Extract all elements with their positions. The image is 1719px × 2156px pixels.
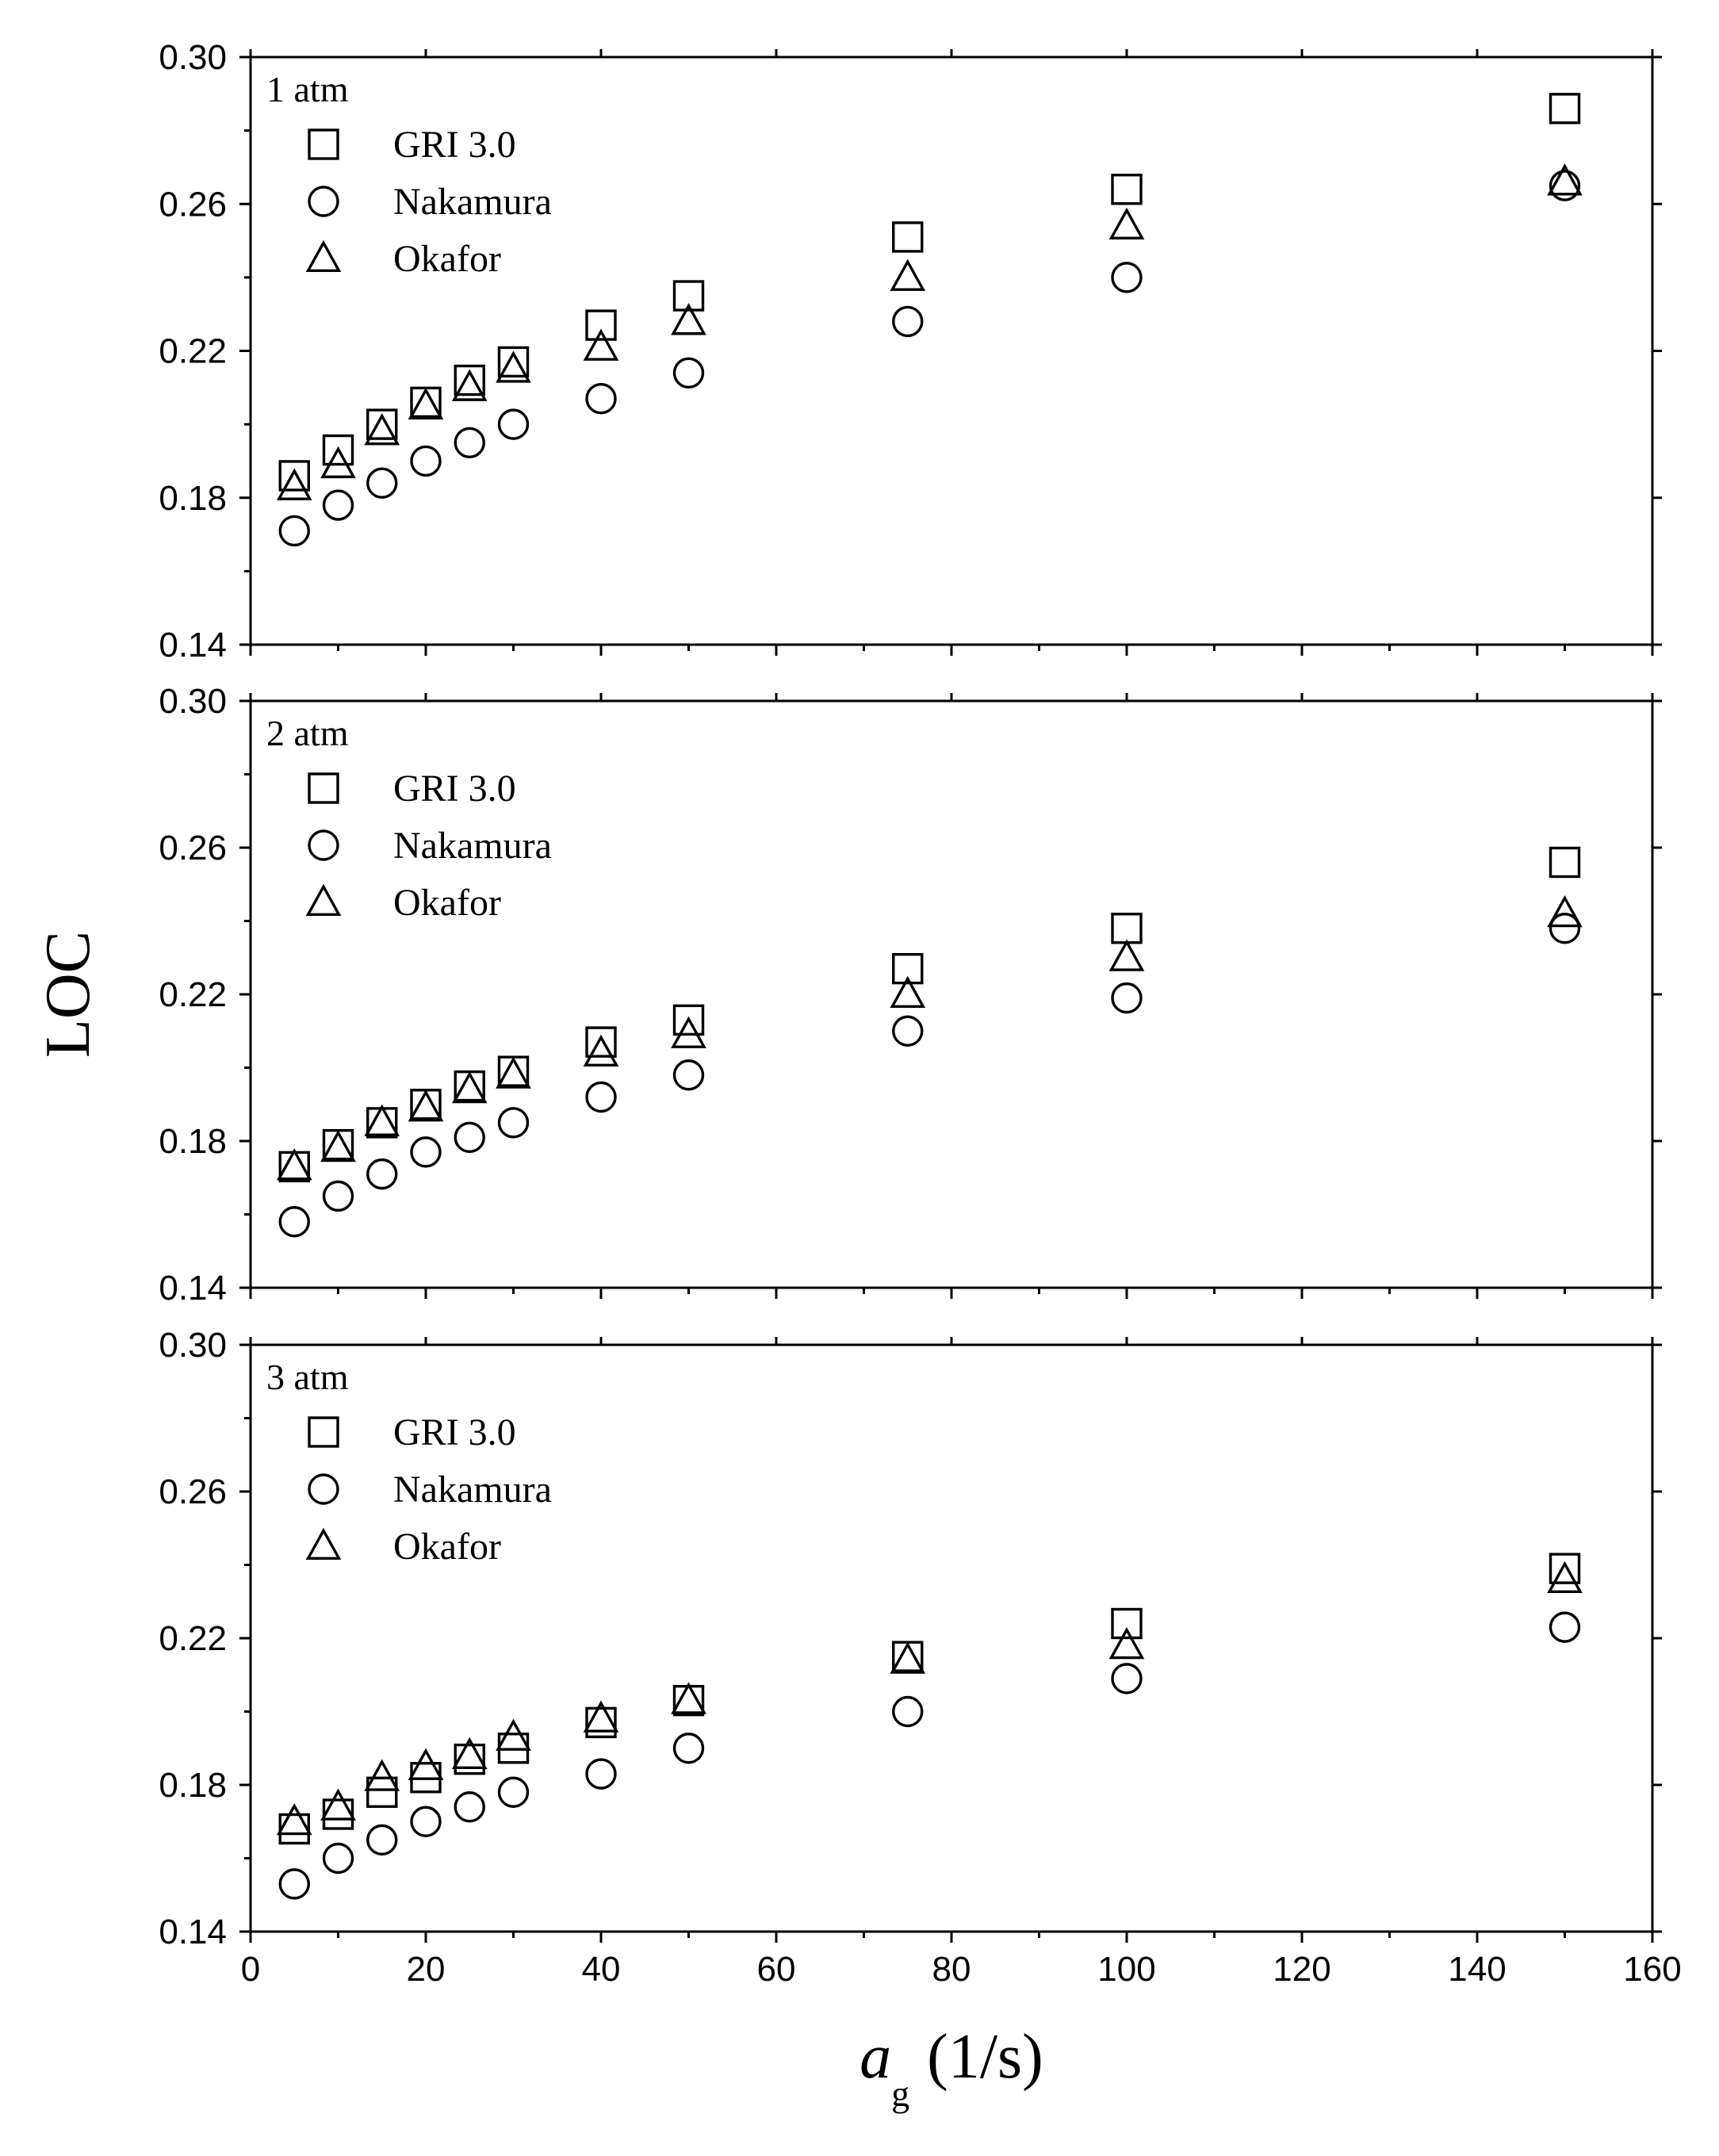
legend-marker-square	[309, 130, 338, 159]
data-point-circle	[412, 1807, 440, 1836]
data-point-square	[324, 1800, 353, 1829]
x-tick-label: 120	[1273, 1950, 1331, 1989]
legend-marker-triangle	[308, 243, 339, 270]
y-tick-label: 0.18	[159, 1766, 227, 1805]
data-point-circle	[587, 1760, 615, 1788]
data-point-circle	[894, 307, 922, 335]
y-tick-label: 0.26	[159, 185, 227, 224]
data-point-circle	[1112, 263, 1141, 292]
data-point-circle	[280, 1870, 308, 1898]
legend-entry: Okafor	[393, 882, 501, 924]
y-axis-title: LOC	[33, 931, 103, 1058]
x-axis-title	[859, 2022, 1043, 2114]
data-point-circle	[894, 1017, 922, 1045]
data-point-circle	[455, 1793, 484, 1821]
data-point-circle	[894, 1698, 922, 1726]
data-point-square	[1551, 1554, 1579, 1583]
data-point-circle	[280, 516, 308, 545]
legend-marker-circle	[309, 187, 338, 216]
legend-entry: Okafor	[393, 1526, 501, 1568]
data-point-triangle	[673, 1685, 704, 1713]
data-point-triangle	[279, 471, 310, 499]
data-point-triangle	[586, 331, 617, 359]
data-point-circle	[280, 1208, 308, 1236]
data-point-triangle	[1112, 1629, 1143, 1657]
data-point-triangle	[279, 1151, 310, 1179]
legend-marker-triangle	[308, 1530, 339, 1558]
data-point-circle	[675, 1061, 703, 1089]
data-point-triangle	[411, 1093, 442, 1120]
x-tick-label: 140	[1448, 1950, 1507, 1989]
data-point-triangle	[323, 449, 354, 477]
y-tick-label: 0.18	[159, 1122, 227, 1161]
legend-marker-square	[309, 774, 338, 802]
data-point-circle	[324, 1844, 353, 1873]
data-point-triangle	[366, 1762, 397, 1790]
data-point-circle	[1112, 1664, 1141, 1693]
data-point-square	[1112, 1610, 1141, 1638]
panel-3	[159, 1326, 1681, 1989]
data-point-square	[280, 461, 308, 490]
legend-entry: GRI 3.0	[393, 768, 516, 810]
y-tick-label: 0.30	[159, 1326, 227, 1365]
data-point-triangle	[323, 1791, 354, 1819]
data-point-triangle	[892, 262, 923, 289]
legend-marker-circle	[309, 1475, 338, 1503]
data-point-triangle	[454, 1074, 485, 1101]
y-tick-label: 0.30	[159, 682, 227, 721]
data-point-square	[1551, 94, 1579, 123]
x-tick-label: 40	[581, 1950, 621, 1989]
data-point-circle	[368, 469, 396, 497]
legend-entry: GRI 3.0	[393, 1411, 516, 1453]
panel-label: 1 atm	[266, 69, 349, 109]
y-tick-label: 0.14	[159, 1269, 227, 1308]
legend-entry: Okafor	[393, 238, 501, 280]
y-tick-label: 0.22	[159, 331, 227, 371]
y-tick-label: 0.18	[159, 478, 227, 518]
data-point-triangle	[323, 1132, 354, 1160]
x-axis-title-subscript: g	[891, 2074, 910, 2114]
data-point-square	[1551, 848, 1579, 877]
data-point-square	[1112, 175, 1141, 204]
panel-label: 3 atm	[266, 1357, 349, 1397]
y-tick-label: 0.22	[159, 975, 227, 1014]
y-tick-label: 0.26	[159, 1472, 227, 1511]
data-point-circle	[412, 1138, 440, 1166]
y-tick-label: 0.26	[159, 829, 227, 867]
y-tick-label: 0.14	[159, 1913, 227, 1951]
data-point-circle	[1551, 1613, 1579, 1641]
panel-2	[159, 682, 1662, 1308]
y-tick-label: 0.22	[159, 1619, 227, 1658]
data-point-triangle	[498, 1721, 529, 1749]
data-point-triangle	[366, 1107, 397, 1135]
data-point-triangle	[586, 1037, 617, 1065]
data-point-circle	[368, 1160, 396, 1189]
legend-marker-triangle	[308, 887, 339, 914]
data-point-triangle	[411, 1751, 442, 1779]
panel-label: 2 atm	[266, 713, 349, 753]
data-point-triangle	[279, 1806, 310, 1833]
data-point-circle	[675, 358, 703, 387]
legend-entry: GRI 3.0	[393, 124, 516, 166]
x-tick-label: 0	[240, 1950, 261, 1989]
data-point-circle	[675, 1734, 703, 1763]
data-point-square	[894, 223, 922, 251]
data-point-circle	[455, 428, 484, 457]
data-point-circle	[455, 1123, 484, 1151]
data-point-triangle	[673, 1019, 704, 1047]
legend-marker-square	[309, 1418, 338, 1446]
data-point-circle	[587, 385, 615, 413]
legend-entry: Nakamura	[393, 825, 552, 867]
data-point-triangle	[1112, 942, 1143, 970]
legend-entry: Nakamura	[393, 181, 552, 223]
y-tick-label: 0.30	[159, 38, 227, 77]
data-point-circle	[368, 1825, 396, 1854]
data-point-circle	[324, 491, 353, 519]
data-point-circle	[587, 1083, 615, 1112]
data-point-square	[587, 1028, 615, 1056]
data-point-circle	[500, 1109, 528, 1137]
legend-marker-circle	[309, 831, 338, 860]
data-point-triangle	[1549, 1564, 1580, 1591]
y-tick-label: 0.14	[159, 626, 227, 664]
x-tick-label: 80	[932, 1950, 971, 1989]
x-tick-label: 160	[1623, 1950, 1682, 1989]
x-axis-title-main: a	[859, 2022, 892, 2092]
data-point-circle	[500, 1778, 528, 1806]
data-point-triangle	[1112, 210, 1143, 238]
data-point-circle	[324, 1181, 353, 1210]
data-point-circle	[412, 446, 440, 475]
data-point-square	[280, 1815, 308, 1844]
data-point-circle	[1112, 984, 1141, 1013]
data-point-triangle	[1549, 898, 1580, 925]
data-point-triangle	[498, 1059, 529, 1087]
x-tick-label: 100	[1097, 1950, 1156, 1989]
data-point-square	[1112, 914, 1141, 943]
data-point-triangle	[892, 1645, 923, 1672]
x-tick-label: 60	[756, 1950, 796, 1989]
panel-1	[159, 38, 1662, 664]
data-point-circle	[500, 410, 528, 438]
x-tick-label: 20	[406, 1950, 446, 1989]
data-point-triangle	[411, 390, 442, 418]
x-axis-title-unit: (1/s)	[927, 2022, 1043, 2092]
legend-entry: Nakamura	[393, 1469, 552, 1511]
data-point-square	[587, 311, 615, 339]
